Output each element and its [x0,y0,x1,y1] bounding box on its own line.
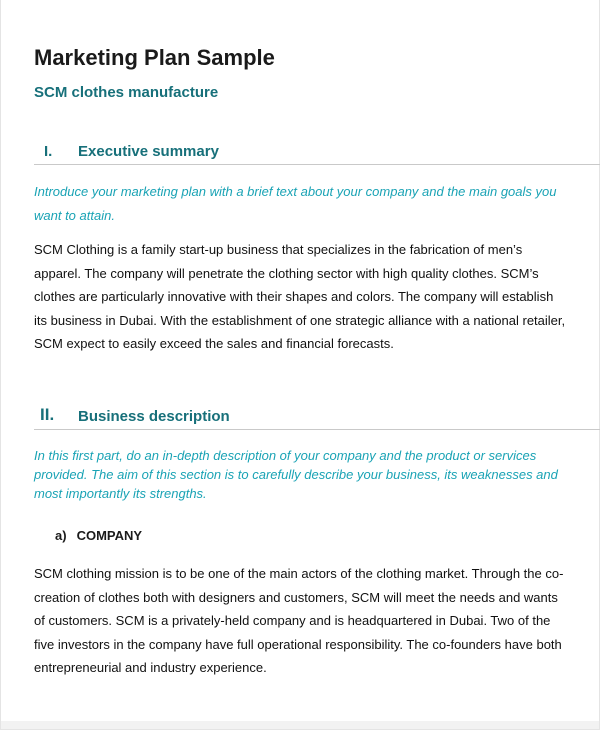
body-line: SCM clothing mission is to be one of the main actors of the clothing market. Through the co- [34,566,564,581]
section-heading-label: Executive summary [78,143,219,160]
body-line: entrepreneurial and industry experience. [34,660,267,675]
page-bottom-strip [1,721,599,729]
intro-line: most importantly its strengths. [34,486,207,501]
body-line: its business in Dubai. With the establishment of one strategic alliance with a national retailer, [34,312,566,328]
body-line: SCM expect to easily exceed the sales and financial forecasts. [34,336,394,351]
section-heading-business-description [34,405,600,430]
intro-line: want to attain. [34,208,115,223]
section-number: II. [40,405,55,424]
body-line: apparel. The company will penetrate the clothing sector with high quality clothes. SCM’s [34,265,539,281]
document-title: Marketing Plan Sample [34,45,275,70]
subsection-heading-label: COMPANY [76,528,143,543]
subsection-heading-company [55,528,142,543]
company-body [34,562,589,680]
subsection-marker: a) [55,528,67,543]
body-line: SCM Clothing is a family start-up business that specializes in the fabrication of men’s [34,242,523,257]
intro-line: In this first part, do an in-depth description of your company and the product or services [34,448,537,463]
intro-line: provided. The aim of this section is to carefully describe your business, its weaknesses and [34,467,558,482]
business-description-intro [34,446,589,503]
intro-line: Introduce your marketing plan with a brief text about your company and the main goals you [34,184,557,199]
document-subtitle: SCM clothes manufacture [34,84,219,101]
body-line: of customers. SCM is a privately-held company and is headquartered in Dubai. Two of the [34,613,551,628]
section-heading-executive-summary [34,140,600,165]
executive-summary-intro [34,180,589,228]
body-line: five investors in the company have full operational responsibility. The co-founders have both [34,636,562,652]
executive-summary-body [34,238,589,356]
body-line: creation of clothes both with designers and customers, SCM will meet the needs and wants [34,589,558,605]
body-line: clothes are particularly innovative with their shapes and colors. The company will establish [34,289,554,304]
section-number: I. [44,143,53,160]
section-heading-label: Business description [78,408,230,425]
